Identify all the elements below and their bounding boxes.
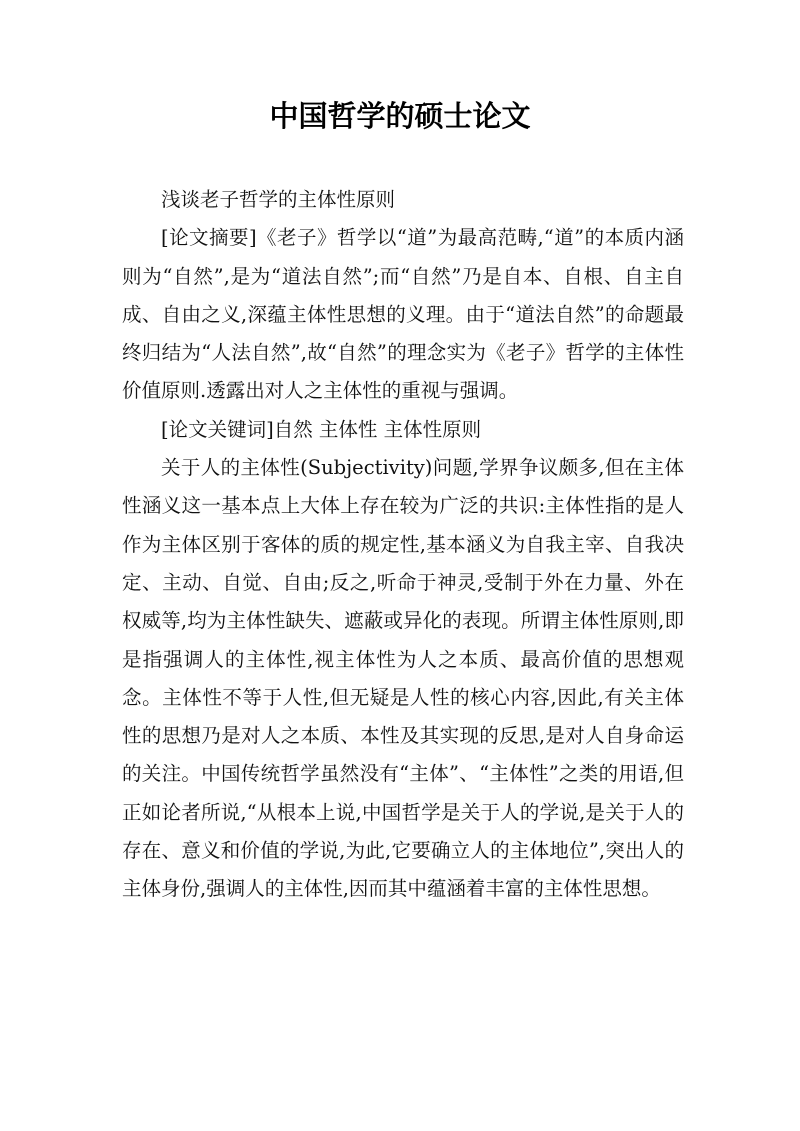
- article-subtitle: 浅谈老子哲学的主体性原则: [161, 188, 396, 211]
- body-paragraph: 关于人的主体性(Subjectivity)问题,学界争议颇多,但在主体性涵义这一基本点上大体上存在较为广泛的共识:主体性指的是人作为主体区别于客体的质的规定性,基本涵义为自我主宰、自我决定、主动、自觉、自由;反之,听命于神灵,受制于外在力量、外在权威等,均为主体性缺失、遮蔽或异化的表现。所谓主体性原则,即是指强调人的主体性,视主体性为人之本质、最高价值的思想观念。主体性不等于人性,但无疑是人性的核心内容,因此,有关主体性的思想乃是对人之本质、本性及其实现的反思,是对人自身命运的关注。中国传统哲学虽然没有“主体”、“主体性”之类的用语,但正如论者所说,“从根本上说,中国哲学是关于人的学说,是关于人的存在、意义和价值的学说,为此,它要确立人的主体地位”,突出人的主体身份,强调人的主体性,因而其中蕴涵着丰富的主体性思想。: [122, 456, 684, 901]
- abstract-paragraph: [论文摘要]《老子》哲学以“道”为最高范畴,“道”的本质内涵则为“自然”,是为“道法自然”;而“自然”乃是自本、自根、自主自成、自由之义,深蕴主体性思想的义理。由于“道法自然”的命题最终归结为“人法自然”,故“自然”的理念实为《老子》哲学的主体性价值原则.透露出对人之主体性的重视与强调。: [122, 226, 684, 403]
- document-title: 中国哲学的硕士论文: [269, 99, 531, 133]
- keywords-paragraph: [论文关键词]自然 主体性 主体性原则: [161, 417, 482, 441]
- document-body: [122, 181, 684, 909]
